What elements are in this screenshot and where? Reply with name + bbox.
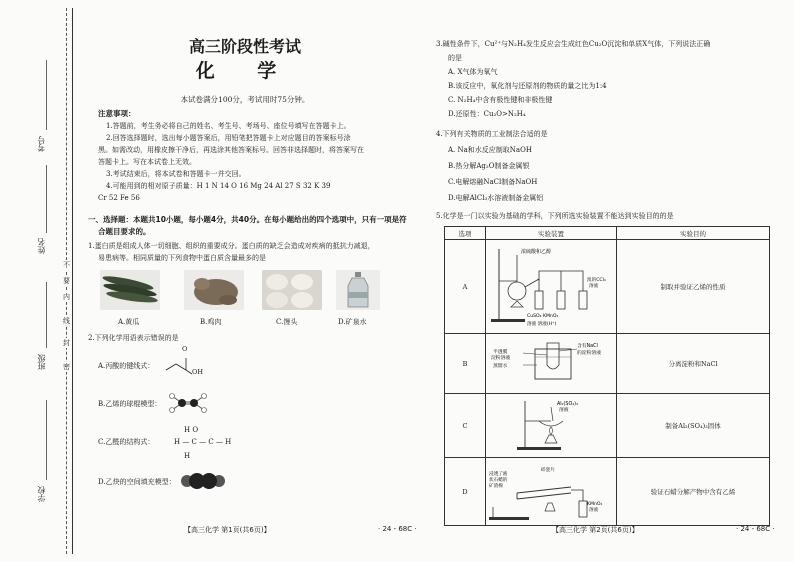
page-2-code: · 24 - 68C · [736, 525, 775, 533]
acetylene-space-filling-model [180, 472, 226, 490]
q2-option-b: B.乙烯的球棍模型： [98, 400, 162, 408]
q3-option-c: C. N₂H₄中含有极性键和非极性键 [448, 96, 553, 104]
school-label: 学校 [37, 486, 46, 502]
section-heading-cont: 合题目要求的。 [98, 227, 151, 236]
q1-option-b: B.鸡肉 [200, 318, 222, 326]
label-nacl-2: 的淀粉溶液 [577, 350, 601, 356]
carbonyl-o-label: O [182, 345, 188, 353]
row-option: A [445, 240, 486, 334]
label-paraffin-2: 状石蜡的 [489, 477, 508, 483]
row-purpose: 制取并验证乙烯的性质 [617, 240, 770, 334]
binding-sidebar [0, 0, 75, 562]
apparatus-c [486, 394, 617, 458]
seal-char: 要 [63, 277, 70, 285]
school-blank [46, 400, 47, 480]
mineral-water-image [336, 270, 380, 310]
acetaldehyde-formula: H — C — C — H [174, 438, 232, 446]
label-paraffin: 浸透了液 [489, 471, 508, 477]
label-reagent: 浓硫酸和乙醇 [521, 248, 552, 255]
page-1-footer: 【高三化学 第1页(共6页)】 [184, 526, 271, 534]
subject-title: 化 学 [195, 60, 295, 82]
q2-option-a: A.丙酸的键线式： [98, 362, 155, 370]
seal-char: 内 [63, 293, 70, 301]
notice-line: 2.回答选择题时，选出每小题答案后，用铅笔把答题卡上对应题目的答案标号涂 [106, 134, 351, 142]
experiment-table [444, 226, 770, 526]
label-solutions: CuSO₄ KMnO₄ [527, 313, 559, 319]
label-kmno4: KMnO₄ [587, 501, 603, 507]
name-label: 姓名 [37, 238, 46, 254]
row-option: C [445, 394, 486, 458]
table-header-row [445, 227, 770, 240]
q2-option-c: C.乙醛的结构式： [98, 438, 155, 446]
q4-option-d: D.电解AlCl₃水溶液制备金属铝 [448, 194, 544, 202]
notice-line: 黑。如需改动，用橡皮擦干净后，再选涂其他答案标号。回答非选择题时，将答案写在 [98, 146, 364, 154]
bun-image [262, 270, 322, 310]
header-option: 选项 [445, 227, 486, 240]
label-porcelain: 碎瓷片 [541, 467, 555, 473]
evaporation-apparatus-diagram [487, 395, 615, 455]
acetaldehyde-bottom-atom: H [184, 452, 191, 460]
header-apparatus: 实验装置 [486, 227, 617, 240]
exam-no-blank [46, 60, 47, 130]
seal-char: 不 [63, 261, 70, 269]
q1-stem-cont: 易患病等。相同质量的下列食物中蛋白质含量最多的是 [98, 254, 266, 262]
label-bromine: 溴的CCl₄ [587, 277, 606, 283]
table-row [445, 458, 770, 526]
q4-option-b: B.热分解Ag₂O制备金属银 [448, 162, 530, 170]
label-bromine-2: 溶液 [589, 283, 599, 289]
seal-char: 线 [63, 317, 70, 325]
q1-option-d: D.矿泉水 [338, 318, 367, 326]
table-row [445, 394, 770, 458]
page-1-code: · 24 - 68C · [378, 525, 417, 533]
exam-info: 本试卷满分100分，考试用时75分钟。 [180, 95, 310, 104]
page-1 [84, 0, 424, 562]
row-purpose: 分离淀粉和NaCl [617, 334, 770, 394]
page-2-footer: 【高三化学 第2页(共6页)】 [552, 526, 639, 534]
cucumber-image [100, 270, 160, 310]
apparatus-d [486, 458, 617, 526]
page-2 [430, 0, 786, 562]
label-nacl: 含有NaCl [577, 343, 598, 349]
q4-option-a: A. Na和水反应制取NaOH [448, 146, 532, 154]
q1-option-c: C.馒头 [276, 318, 298, 326]
binding-line [72, 8, 73, 554]
exam-title: 高三阶段性考试 [188, 37, 301, 56]
class-label: 班级 [37, 354, 46, 370]
q5-stem: 5.化学是一门以实验为基础的学科，下列所选实验装置不能达到实验目的的是 [436, 212, 674, 220]
label-solution: 溶液 [559, 407, 569, 413]
seal-char: 封 [63, 339, 70, 347]
apparatus-a [486, 240, 617, 334]
ethylene-apparatus-diagram [487, 241, 615, 331]
notice-line: 4.可能用到的相对原子质量：H 1 N 14 O 16 Mg 24 Al 27 S 32 K 39 [106, 182, 331, 190]
label-membrane: 半透膜 [493, 349, 508, 355]
q2-stem: 2.下列化学用语表示错误的是 [88, 334, 179, 342]
label-kmno4-2: 溶液 [589, 507, 599, 513]
q1-stem: 1.蛋白质是组成人体一切细胞、组织的重要成分。蛋白质的缺乏会造成对疾病的抵抗力减退， [88, 242, 375, 250]
apparatus-b [486, 334, 617, 394]
q4-option-c: C.电解熔融NaCl制备NaOH [448, 178, 538, 186]
label-solutions-2: 溶液 溶液(H⁺) [527, 321, 557, 327]
notice-line: 1.答题前，考生务必将自己的姓名、考生号、考场号、座位号填写在答题卡上。 [106, 122, 351, 130]
q3-stem: 3.碱性条件下，Cu²⁺与N₂H₄发生反应会生成红色Cu₂O沉淀和单质X气体，下列说法正确 [436, 40, 711, 48]
acetaldehyde-top-atoms: H O [184, 426, 199, 434]
name-blank [46, 165, 47, 233]
q1-option-a: A.黄瓜 [118, 318, 140, 326]
row-purpose: 制备Al₂(SO₄)₃固体 [617, 394, 770, 458]
header-purpose: 实验目的 [617, 227, 770, 240]
q3-option-d: D.还原性：Cu₂O>N₂H₄ [448, 110, 526, 118]
row-option: D [445, 458, 486, 526]
table-row [445, 334, 770, 394]
row-purpose: 验证石蜡分解产物中含有乙烯 [617, 458, 770, 526]
label-slag-wool: 矿渣棉 [489, 483, 503, 489]
paraffin-cracking-apparatus-diagram [487, 459, 615, 523]
label-al2so43: Al₂(SO₄)₃ [557, 401, 578, 407]
chicken-image [184, 270, 244, 310]
q4-stem: 4.下列有关物质的工业制法合适的是 [436, 130, 548, 138]
hydroxyl-label: OH [192, 368, 203, 376]
exam-no-label: 考号 [37, 136, 46, 152]
label-starch: 淀粉溶液 [491, 355, 511, 361]
notice-line: Cr 52 Fe 56 [98, 194, 140, 202]
row-option: B [445, 334, 486, 394]
class-blank [46, 282, 47, 348]
notice-line: 3.考试结束后，将本试卷和答题卡一并交回。 [106, 170, 246, 178]
section-heading: 一、选择题：本题共10小题，每小题4分，共40分。在每小题给出的四个选项中，只有一项是符 [88, 215, 407, 224]
q3-stem-cont: 的是 [448, 54, 462, 62]
q3-option-a: A. X气体为氧气 [448, 68, 498, 76]
q2-option-d: D.乙炔的空间填充模型： [98, 478, 176, 486]
notice-line: 答题卡上。写在本试卷上无效。 [98, 158, 196, 166]
ethylene-ball-stick-model [166, 392, 210, 414]
dialysis-apparatus-diagram [487, 335, 615, 391]
seal-char: 密 [63, 363, 70, 371]
notice-heading: 注意事项： [98, 109, 136, 118]
q3-option-b: B.该反应中，氧化剂与还原剂的物质的量之比为1:4 [448, 82, 607, 90]
label-water: 蒸馏水 [493, 363, 508, 369]
table-row [445, 240, 770, 334]
